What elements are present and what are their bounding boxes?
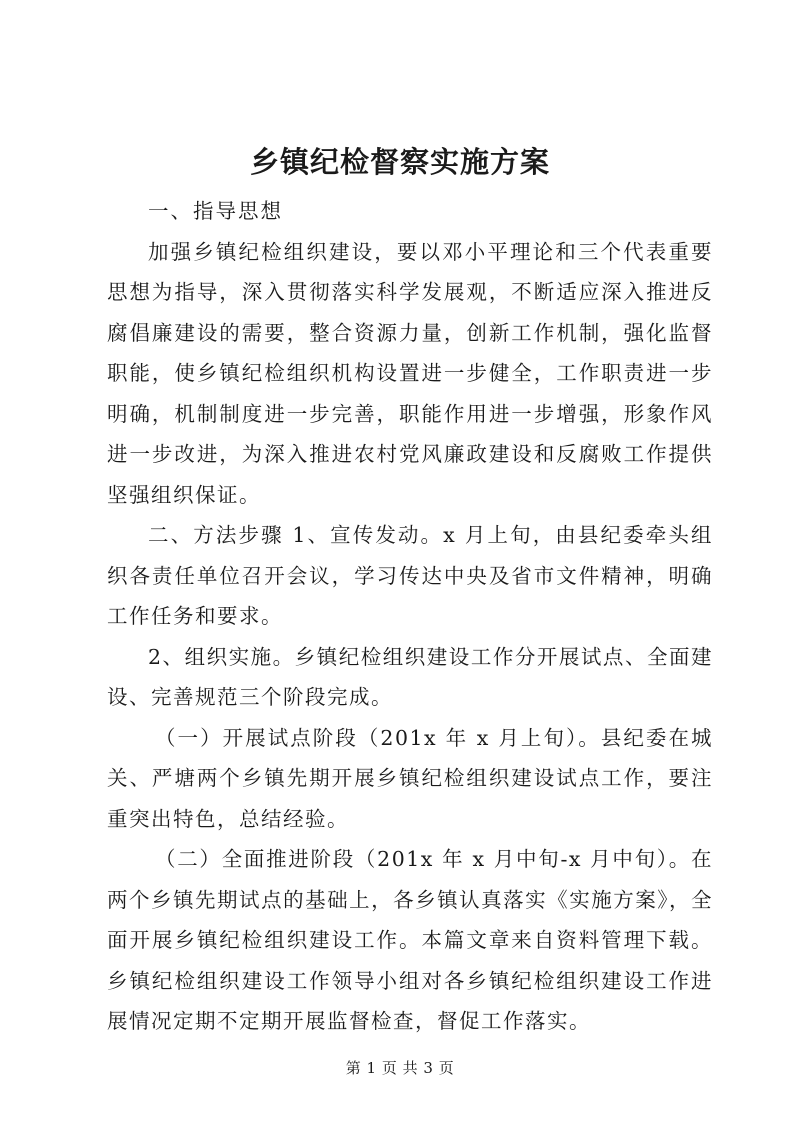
document-body: [107, 191, 713, 1042]
paragraph-guiding-ideology: 加强乡镇纪检组织建设，要以邓小平理论和三个代表重要思想为指导，深入贯彻落实科学发展观，不断适应深入推进反腐倡廉建设的需要，整合资源力量，创新工作机制，强化监督职能，使乡镇纪检组织机构设置进一步健全，工作职责进一步明确，机制制度进一步完善，职能作用进一步增强，形象作风进一步改进，为深入推进农村党风廉政建设和反腐败工作提供坚强组织保证。: [107, 239, 713, 507]
paragraph-pilot-stage: （一）开展试点阶段（201x 年 x 月上旬）。县纪委在城关、严塘两个乡镇先期开展乡镇纪检组织建设试点工作，要注重突出特色，总结经验。: [107, 725, 713, 831]
paragraph-organize-implementation: 2、组织实施。乡镇纪检组织建设工作分开展试点、全面建设、完善规范三个阶段完成。: [107, 644, 713, 709]
paragraph-method-steps: 二、方法步骤 1、宣传发动。x 月上旬，由县纪委牵头组织各责任单位召开会议，学习传达中央及省市文件精神，明确工作任务和要求。: [107, 523, 713, 628]
section-heading-guiding-ideology: 一、指导思想: [148, 199, 283, 223]
document-title: 乡镇纪检督察实施方案: [249, 145, 550, 179]
paragraph-full-promotion-stage: （二）全面推进阶段（201x 年 x 月中旬-x 月中旬）。在两个乡镇先期试点的基础上，各乡镇认真落实《实施方案》，全面开展乡镇纪检组织建设工作。本篇文章来自资料管理下载。乡镇纪检组织建设工作领导小组对各乡镇纪检组织建设工作进展情况定期不定期开展监督检查，督促工作落实。: [107, 847, 713, 1033]
page-number-footer: 第 1 页 共 3 页: [345, 1059, 455, 1077]
